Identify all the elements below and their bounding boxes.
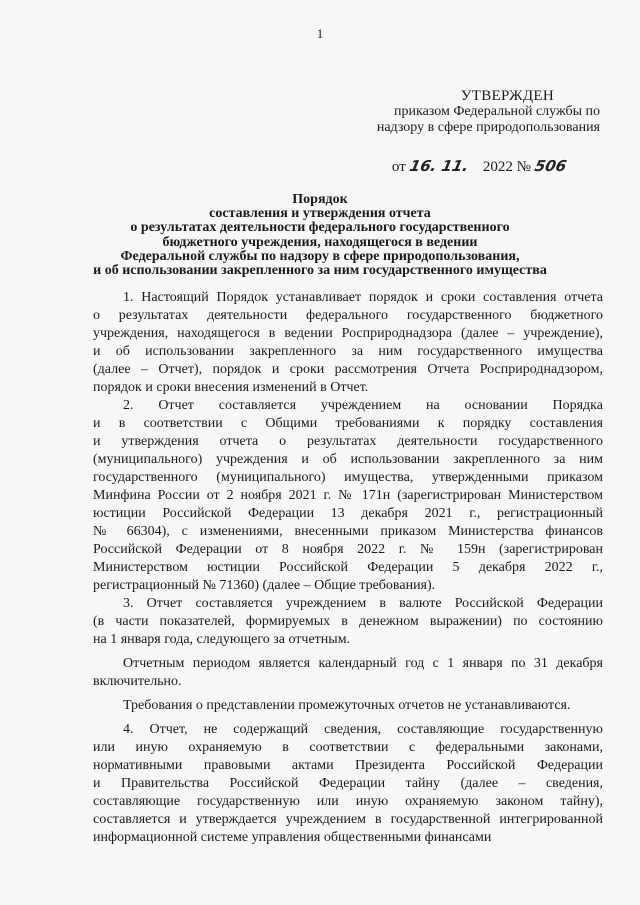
title-line: о результатах деятельности федерального государственного xyxy=(130,220,510,236)
paragraph xyxy=(93,397,603,595)
paragraph-line: или иную охраняемую в соответствии с федеральными законами, xyxy=(93,740,603,755)
paragraph xyxy=(93,289,603,397)
approval-line: надзору в сфере природопользования xyxy=(376,120,600,135)
paragraph-line: включительно. xyxy=(93,674,182,689)
paragraph xyxy=(93,721,603,847)
paragraph-line: Российской Федерации от 8 ноября 2022 г. № 159н (зарегистрирован xyxy=(93,542,603,557)
handwritten-order-number: 506 xyxy=(532,157,568,175)
paragraph-line: порядок и сроки внесения изменений в Отчет. xyxy=(93,380,369,395)
paragraph-line: и в соответствии с Общими требованиями к порядку составления xyxy=(93,416,603,431)
paragraph-line: Требования о представлении промежуточных отчетов не устанавливаются. xyxy=(123,698,571,713)
date-prefix: от xyxy=(391,159,406,175)
paragraph-line: и Правительства Российской Федерации тайну (далее – сведения, xyxy=(93,776,603,791)
document-body xyxy=(93,289,603,847)
paragraph-line: и утверждения отчета о результатах деятельности государственного xyxy=(93,434,603,449)
paragraph-line: юстиции Российской Федерации 13 декабря 2021 г., регистрационный xyxy=(93,506,603,521)
paragraph-line: (в части показателей, формируемых в денежном выражении) по состоянию xyxy=(93,614,603,629)
paragraph-line: нормативными правовыми актами Президента Российской Федерации xyxy=(93,758,603,773)
paragraph-line: регистрационный № 71360) (далее – Общие требования). xyxy=(93,578,436,593)
approval-line: приказом Федеральной службы по xyxy=(394,104,600,119)
paragraph-line: 1. Настоящий Порядок устанавливает порядок и сроки составления отчета xyxy=(123,290,603,305)
paragraph-line: Министерством юстиции Российской Федерации 5 декабря 2022 г., xyxy=(93,560,603,575)
approval-block xyxy=(300,88,600,175)
paragraph-line: 3. Отчет составляется учреждением в валюте Российской Федерации xyxy=(123,596,603,611)
paragraph-line: информационной системе управления общественными финансами xyxy=(93,830,492,845)
document-title xyxy=(40,193,600,278)
paragraph-line: о результатах деятельности федерального государственного бюджетного xyxy=(93,308,603,323)
title-line: Федеральной службы по надзору в сфере природопользования, xyxy=(120,248,520,264)
paragraph-line: составляющие государственную или иную охраняемую законом тайну), xyxy=(93,794,603,809)
paragraph-line: Отчетным периодом является календарный год с 1 января по 31 декабря xyxy=(123,656,603,671)
paragraph-line: составляется и утверждается учреждением в государственной интегрированной xyxy=(93,812,603,827)
paragraph xyxy=(93,655,603,691)
paragraph-line: (далее – Отчет), порядок и сроки рассмотрения Отчета Росприроднадзором, xyxy=(93,362,603,377)
paragraph-line: 2. Отчет составляется учреждением на основании Порядка xyxy=(123,398,603,413)
title-line: составления и утверждения отчета xyxy=(209,206,431,222)
paragraph-line: Минфина России от 2 ноября 2021 г. № 171н (зарегистрирован Министерством xyxy=(93,488,603,503)
paragraph-line: (муниципального) учреждения и об использовании закрепленного за ним xyxy=(93,452,603,467)
page-number: 1 xyxy=(316,26,324,41)
order-year: 2022 № xyxy=(482,159,531,175)
paragraph-line: на 1 января года, следующего за отчетным. xyxy=(93,632,351,647)
title-line: бюджетного учреждения, находящегося в ведении xyxy=(162,234,478,250)
title-line: Порядок xyxy=(292,192,348,207)
paragraph xyxy=(93,595,603,649)
title-line: и об использовании закрепленного за ним государственного имущества xyxy=(93,263,547,279)
paragraph-line: 4. Отчет, не содержащий сведения, составляющие государственную xyxy=(123,722,603,737)
approval-date xyxy=(300,158,600,175)
paragraph-line: № 66304), с изменениями, внесенными приказом Министерства финансов xyxy=(93,524,603,539)
approval-heading: УТВЕРЖДЕН xyxy=(460,88,554,104)
paragraph-line: государственного (муниципального) имущества, утвержденными приказом xyxy=(93,470,603,485)
paragraph xyxy=(93,697,603,715)
paragraph-line: учреждения, находящегося в ведении Росприроднадзора (далее – учреждение), xyxy=(93,326,603,341)
paragraph-line: и об использовании закрепленного за ним государственного имущества xyxy=(93,344,603,359)
handwritten-date: 16. 11. xyxy=(407,157,470,175)
